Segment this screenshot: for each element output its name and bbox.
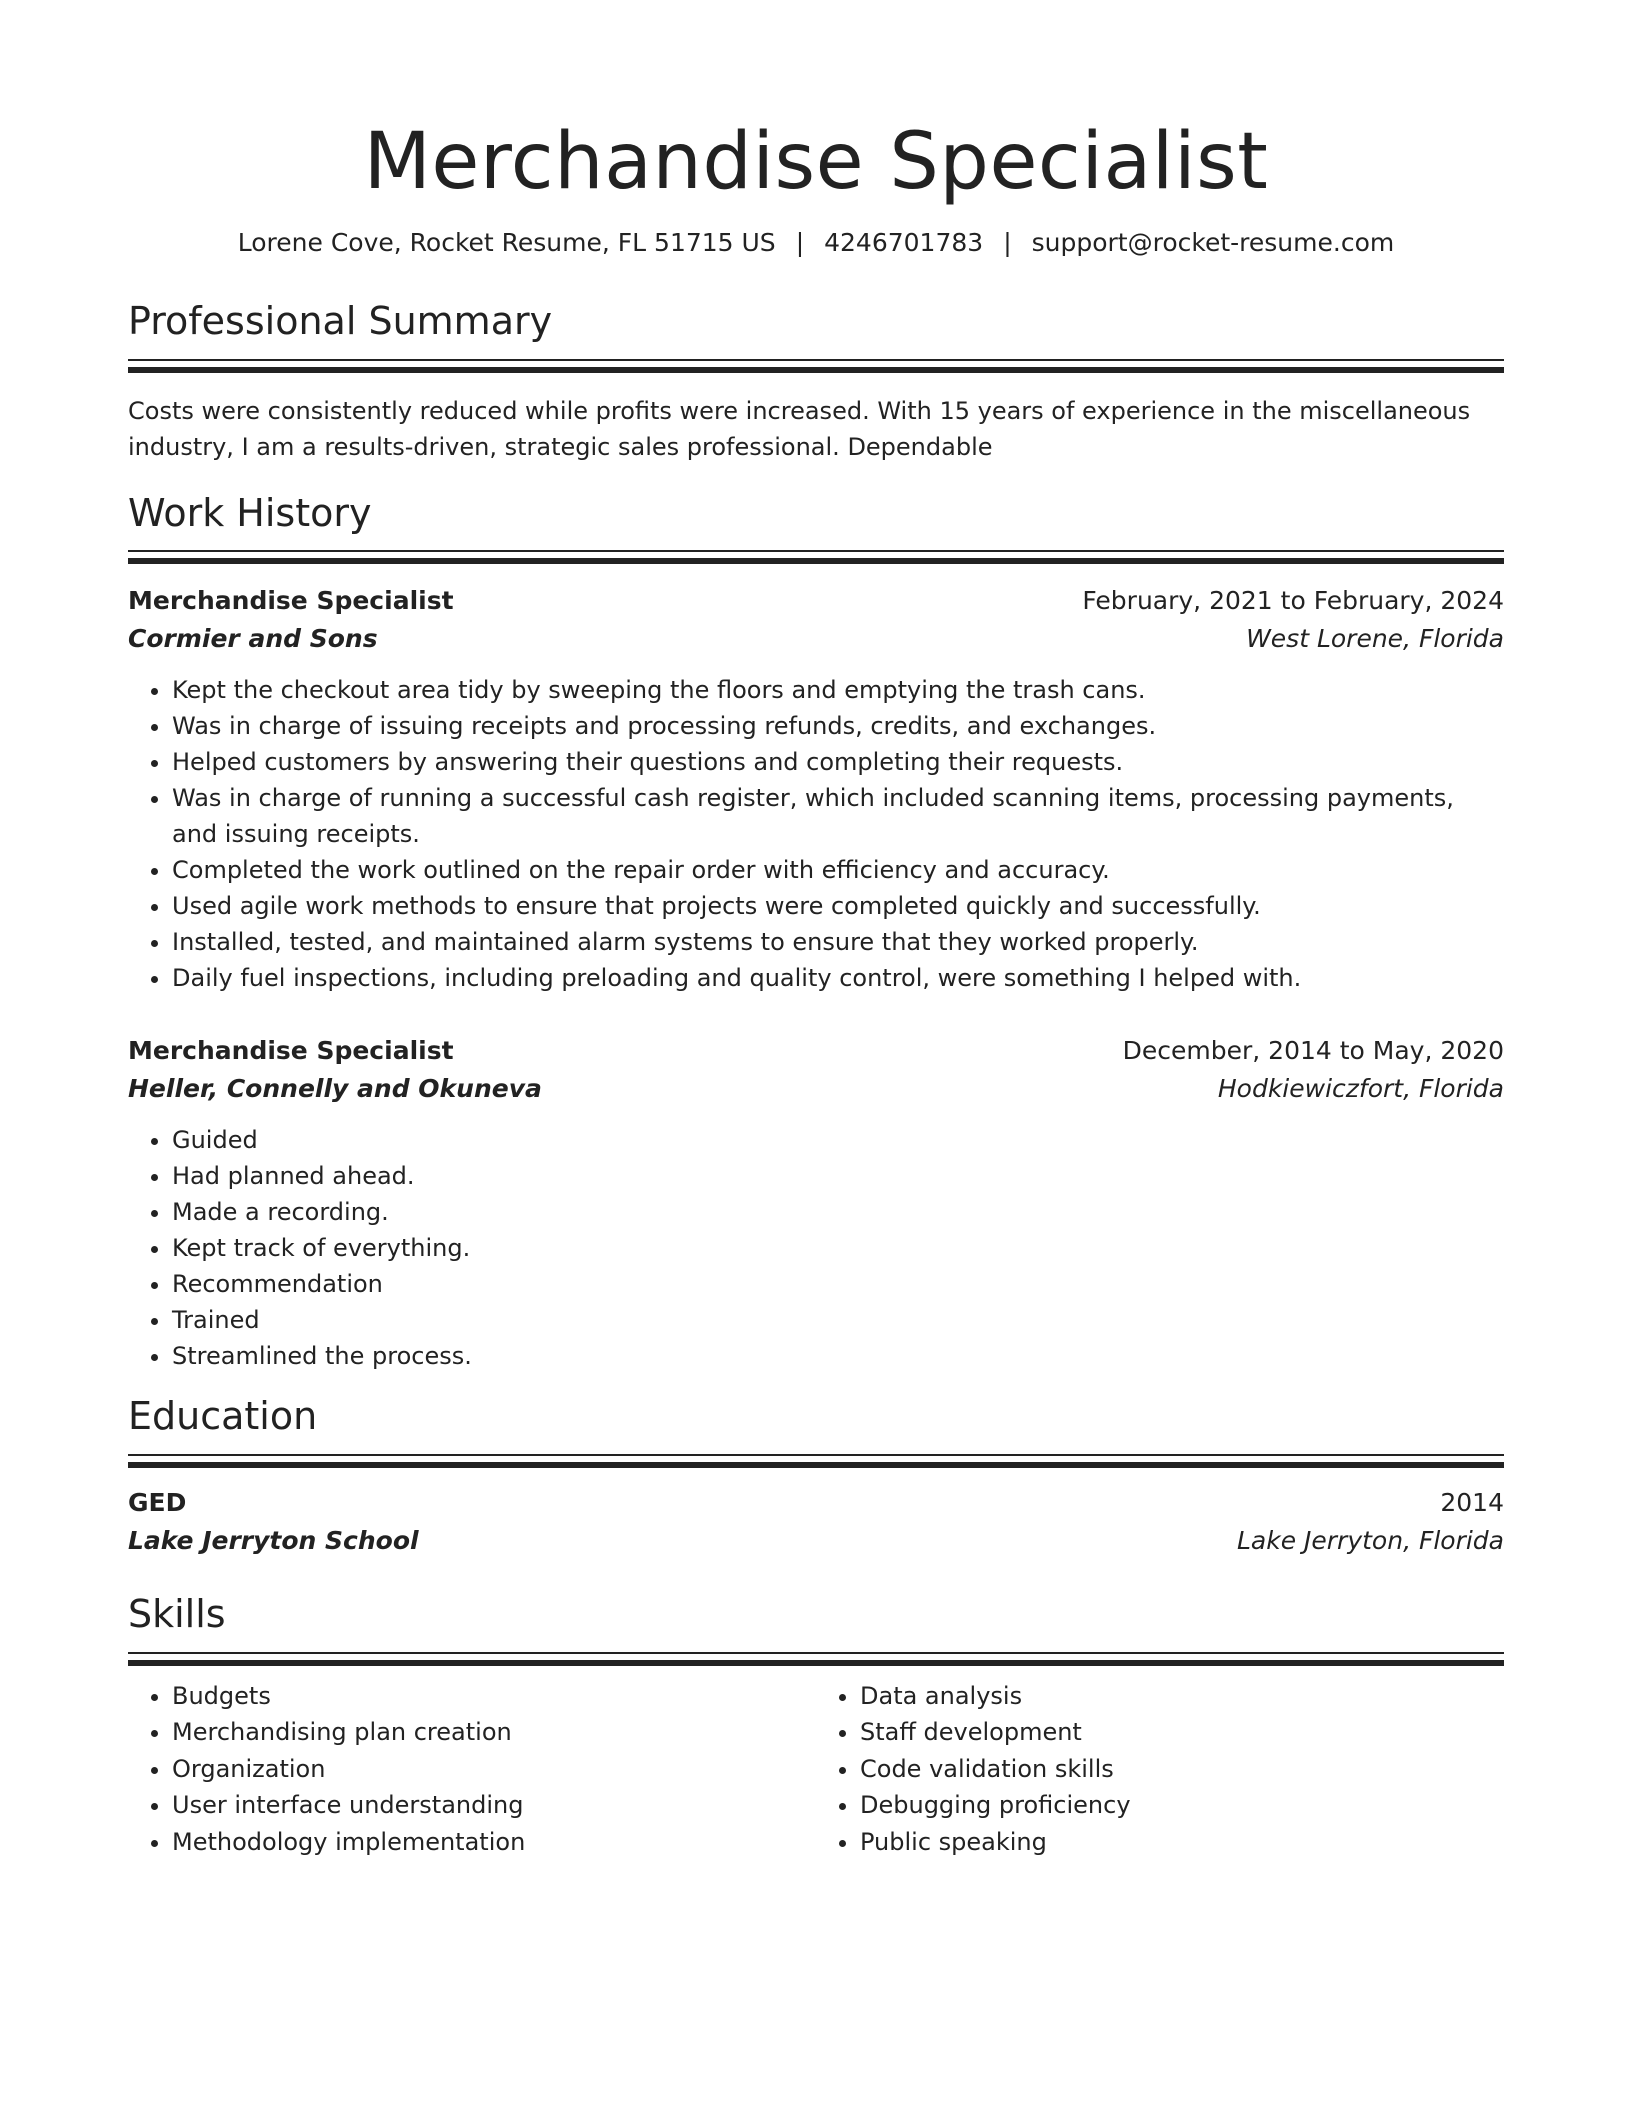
job-location: Hodkiewiczfort, Florida: [1217, 1074, 1504, 1104]
job-bullet: • Completed the work outlined on the repair order with efficiency and accuracy.: [172, 852, 1504, 888]
contact-email: support@rocket-resume.com: [1031, 227, 1395, 257]
skill-item: • Debugging proficiency: [860, 1787, 1504, 1824]
contact-separator: |: [1003, 227, 1012, 257]
section-heading-education: Education: [128, 1394, 318, 1439]
skill-item: • Budgets: [172, 1678, 816, 1715]
job-entry: [128, 1032, 1504, 1374]
job-company: Cormier and Sons: [128, 624, 378, 654]
skill-item: • Methodology implementation: [172, 1824, 816, 1861]
skills-section: [128, 1594, 1504, 1860]
job-bullet-list: [128, 1122, 1504, 1374]
summary-section: [128, 298, 1504, 465]
job-bullet-list: [128, 672, 1504, 996]
job-entry: [128, 582, 1504, 996]
section-divider-thick: [128, 558, 1504, 564]
contact-separator: |: [795, 227, 805, 257]
section-heading-summary: Professional Summary: [128, 298, 553, 343]
job-bullet: • Had planned ahead.: [172, 1158, 1504, 1194]
job-bullet: • Made a recording.: [172, 1194, 1504, 1230]
job-bullet: • Kept track of everything.: [172, 1230, 1504, 1266]
work-history-section: [128, 490, 1504, 1375]
job-company-row: [128, 1070, 1504, 1108]
section-divider: [128, 1454, 1504, 1456]
job-bullet: • Streamlined the process.: [172, 1338, 1504, 1374]
job-location: West Lorene, Florida: [1246, 624, 1504, 654]
contact-phone: 4246701783: [824, 227, 984, 257]
education-year: 2014: [1440, 1488, 1504, 1518]
section-divider: [128, 1652, 1504, 1654]
skill-item: • Organization: [172, 1751, 816, 1788]
skills-list-right: [816, 1678, 1504, 1861]
section-divider: [128, 550, 1504, 552]
contact-line: [128, 228, 1504, 257]
job-bullet: • Helped customers by answering their questions and completing their requests.: [172, 744, 1504, 780]
education-location: Lake Jerryton, Florida: [1236, 1526, 1504, 1556]
job-title: Merchandise Specialist: [128, 1036, 454, 1066]
skill-item: • Merchandising plan creation: [172, 1714, 816, 1751]
job-bullet: • Daily fuel inspections, including preloading and quality control, were something I helped with.: [172, 960, 1504, 996]
education-degree: GED: [128, 1488, 187, 1518]
job-header-row: [128, 582, 1504, 620]
job-title: Merchandise Specialist: [128, 586, 454, 616]
resume-name: Merchandise Specialist: [363, 117, 1269, 207]
skill-item: • Code validation skills: [860, 1751, 1504, 1788]
education-header-row: [128, 1484, 1504, 1522]
contact-address: Lorene Cove, Rocket Resume, FL 51715 US: [237, 227, 776, 257]
section-heading-work-history: Work History: [128, 490, 372, 535]
job-bullet: • Installed, tested, and maintained alarm systems to ensure that they worked properly.: [172, 924, 1504, 960]
summary-text: Costs were consistently reduced while profits were increased. With 15 years of experience in the miscellaneous industry, I am a results-driven, strategic sales professional. Dependable: [128, 396, 1471, 461]
job-bullet: • Was in charge of issuing receipts and processing refunds, credits, and exchanges.: [172, 708, 1504, 744]
job-bullet: • Used agile work methods to ensure that projects were completed quickly and successfully.: [172, 888, 1504, 924]
skill-item: • Public speaking: [860, 1824, 1504, 1861]
job-header-row: [128, 1032, 1504, 1070]
job-bullet: • Kept the checkout area tidy by sweeping the floors and emptying the trash cans.: [172, 672, 1504, 708]
skill-item: • Data analysis: [860, 1678, 1504, 1715]
skill-item: • Staff development: [860, 1714, 1504, 1751]
section-divider-thick: [128, 1462, 1504, 1468]
education-entry: [128, 1484, 1504, 1560]
skill-item: • User interface understanding: [172, 1787, 816, 1824]
job-company: Heller, Connelly and Okuneva: [128, 1074, 542, 1104]
job-company-row: [128, 620, 1504, 658]
job-dates: February, 2021 to February, 2024: [1082, 586, 1504, 616]
job-bullet: • Was in charge of running a successful cash register, which included scanning items, processing payments, and issuing receipts.: [172, 780, 1504, 852]
job-bullet: • Recommendation: [172, 1266, 1504, 1302]
job-bullet: • Trained: [172, 1302, 1504, 1338]
education-school: Lake Jerryton School: [128, 1526, 419, 1556]
skills-list-left: [128, 1678, 816, 1861]
section-heading-skills: Skills: [128, 1592, 226, 1637]
education-school-row: [128, 1522, 1504, 1560]
education-section: [128, 1396, 1504, 1560]
job-dates: December, 2014 to May, 2020: [1122, 1036, 1504, 1066]
section-divider-thick: [128, 367, 1504, 373]
job-bullet: • Guided: [172, 1122, 1504, 1158]
section-divider: [128, 359, 1504, 361]
section-divider-thick: [128, 1660, 1504, 1666]
skills-columns: [128, 1678, 1504, 1861]
